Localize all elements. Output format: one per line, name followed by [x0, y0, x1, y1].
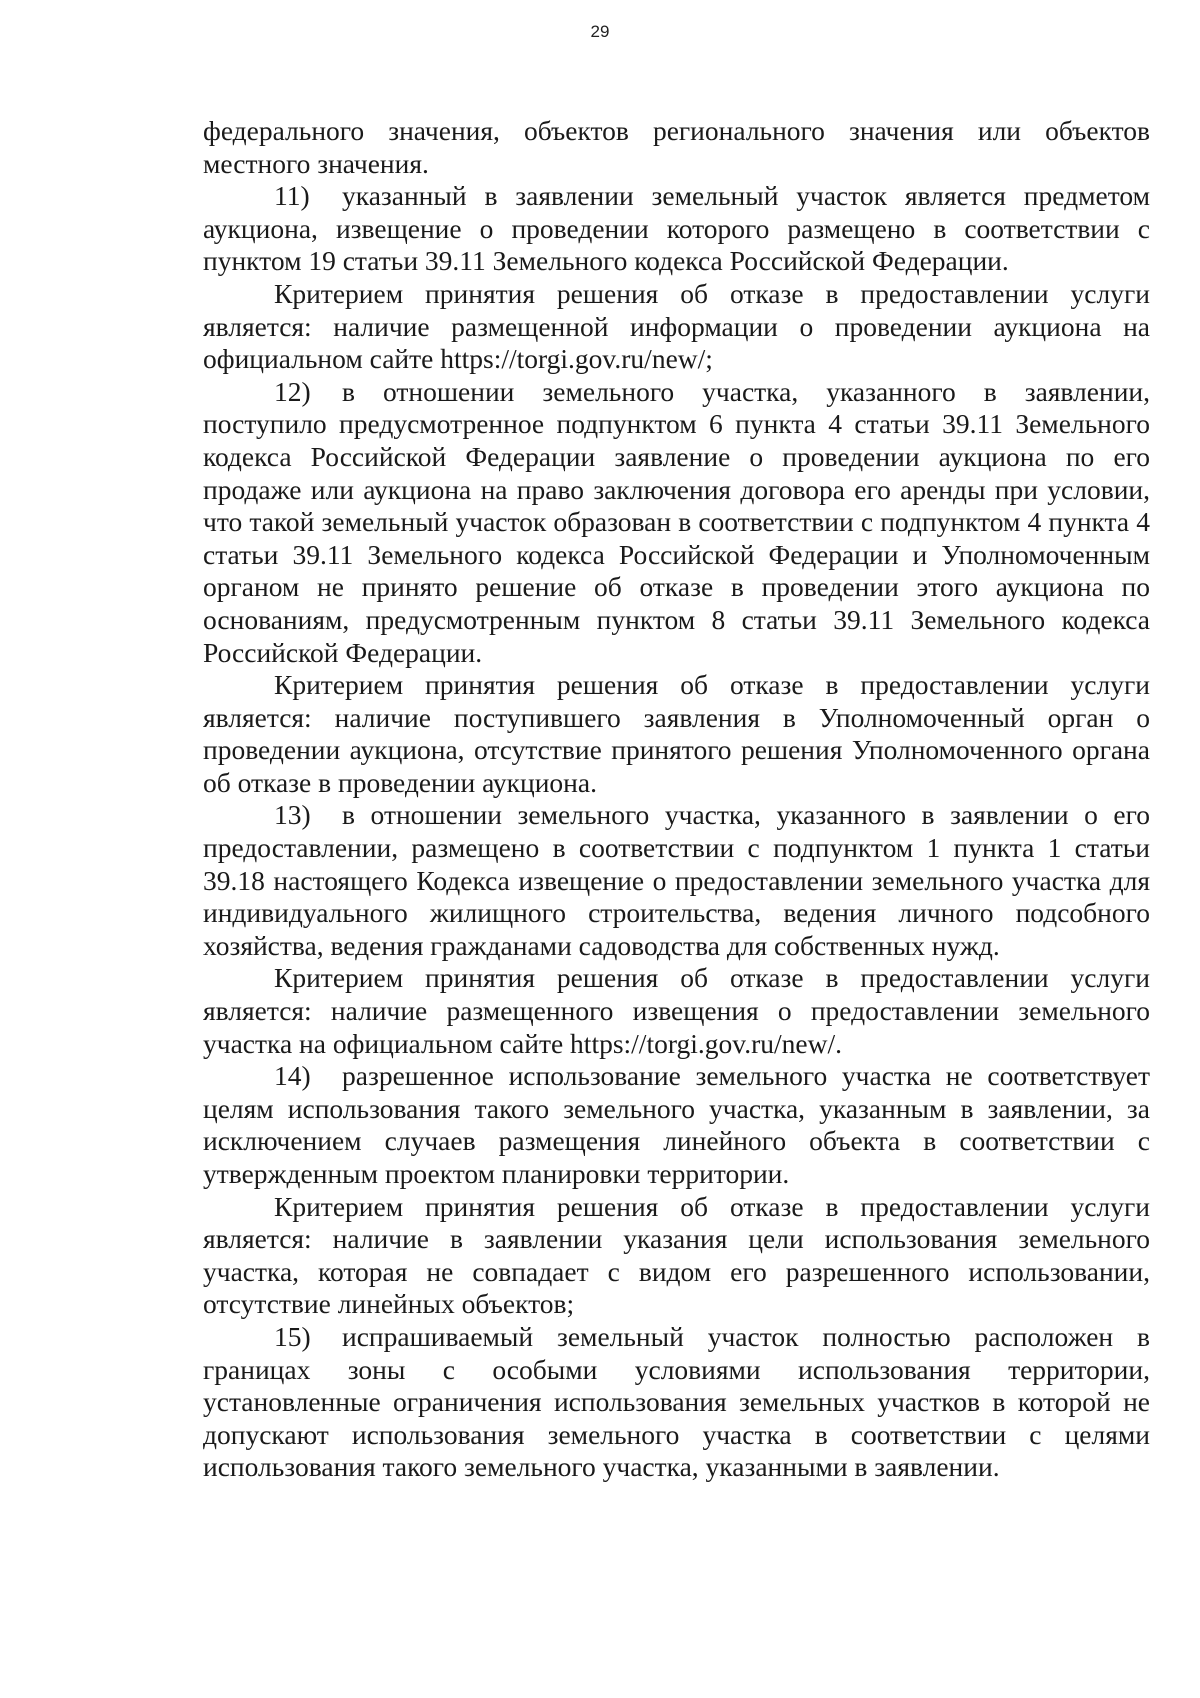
list-item-text: в отношении земельного участка, указанного в заявлении о его предоставлении, размещено в соответствии с подпунктом 1 пункта 1 статьи 39.18 настоящего Кодекса извещение о предоставлении земельного участка для индивидуального жилищного строительства, ведения личного подсобного хозяйства, ведения гражданами садоводства для собственных нужд. [203, 799, 1150, 961]
list-item-text: разрешенное использование земельного участка не соответствует целям использования такого земельного участка, указанным в заявлении, за исключением случаев размещения линейного объекта в соответствии с утвержденным проектом планировки территории. [203, 1060, 1150, 1189]
page-number: 29 [590, 22, 610, 41]
list-item-11 [203, 180, 1150, 278]
paragraph-text: Критерием принятия решения об отказе в предоставлении услуги является: наличие размещенного извещения о предоставлении земельного участка на официальном сайте https://torgi.gov.ru/new/. [203, 962, 1150, 1059]
list-item-number: 13) [274, 799, 311, 831]
list-item-text: указанный в заявлении земельный участок является предметом аукциона, извещение о проведении которого размещено в соответствии с пунктом 19 статьи 39.11 Земельного кодекса Российской Федерации. [203, 180, 1150, 277]
paragraph-text: Критерием принятия решения об отказе в предоставлении услуги является: наличие в заявлении указания цели использования земельного участка, которая не совпадает с видом его разрешенного использовании, отсутствие линейных объектов; [203, 1190, 1150, 1320]
list-item-number: 14) [274, 1060, 311, 1092]
list-item-14 [203, 1060, 1150, 1190]
criterion-paragraph-11 [203, 278, 1150, 376]
list-item-number: 15) [274, 1320, 311, 1352]
criterion-paragraph-12 [203, 669, 1150, 799]
list-item-15 [203, 1321, 1150, 1484]
paragraph-text: федерального значения, объектов регионального значения или объектов местного значения. [203, 115, 1150, 179]
criterion-paragraph-13 [203, 962, 1150, 1060]
paragraph-continuation [203, 115, 1150, 180]
list-item-text: в отношении земельного участка, указанного в заявлении, поступило предусмотренное подпунктом 6 пункта 4 статьи 39.11 Земельного кодекса Российской Федерации заявление о проведении аукциона по его продаже или аукциона на право заключения договора его аренды при условии, что такой земельный участок образован в соответствии с подпунктом 4 пункта 4 статьи 39.11 Земельного кодекса Российской Федерации и Уполномоченным органом не принято решение об отказе в проведении этого аукциона по основаниям, предусмотренным пунктом 8 статьи 39.11 Земельного кодекса Российской Федерации. [203, 375, 1150, 668]
list-item-number: 12) [274, 375, 311, 407]
paragraph-text: Критерием принятия решения об отказе в предоставлении услуги является: наличие поступившего заявления в Уполномоченный орган о проведении аукциона, отсутствие принятого решения Уполномоченного органа об отказе в проведении аукциона. [203, 669, 1150, 798]
paragraph-text: Критерием принятия решения об отказе в предоставлении услуги является: наличие размещенной информации о проведении аукциона на официальном сайте https://torgi.gov.ru/new/; [203, 277, 1150, 375]
document-body [203, 115, 1150, 1484]
list-item-number: 11) [274, 180, 310, 212]
list-item-text: испрашиваемый земельный участок полностью расположен в границах зоны с особыми условиями использования территории, установленные ограничения использования земельных участков в которой не допускают использования земельного участка в соответствии с целями использования такого земельного участка, указанными в заявлении. [203, 1320, 1150, 1483]
list-item-13 [203, 799, 1150, 962]
criterion-paragraph-14 [203, 1191, 1150, 1321]
list-item-12 [203, 376, 1150, 669]
